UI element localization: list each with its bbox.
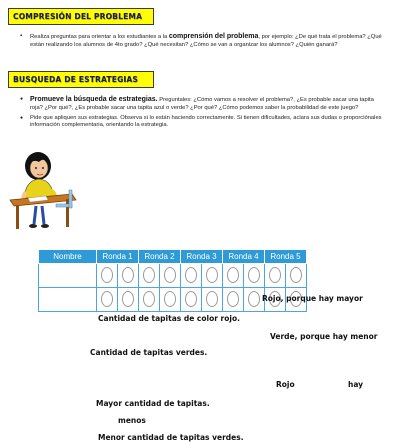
answer-line-7: menos (118, 416, 146, 425)
cap-circle[interactable] (227, 267, 239, 283)
name-cell[interactable] (39, 264, 97, 288)
cap-circle[interactable] (290, 267, 302, 283)
cap-circle[interactable] (185, 291, 197, 307)
busqueda-bullet-1: ● Promueve la búsqueda de estrategias. Preguntales: ¿Cómo vamos a resolver el problema?, ¿Es probable sacar una tapita roja? ¿Por qué?, ¿Es probable sacar una tapita azul o verde? ¿Por qué? ¿Cómo podemos saber la probabilidad de este juego? (20, 96, 382, 113)
cap-circle[interactable] (227, 291, 239, 307)
cap-circle[interactable] (164, 267, 176, 283)
cap-circle[interactable] (122, 291, 134, 307)
cap-circle[interactable] (248, 267, 260, 283)
cap-circle[interactable] (206, 267, 218, 283)
cap-circle[interactable] (143, 267, 155, 283)
cap-circle[interactable] (101, 291, 113, 307)
header-ronda-1: Ronda 1 (97, 250, 139, 264)
cap-circle[interactable] (185, 267, 197, 283)
cap-circle[interactable] (248, 291, 260, 307)
header-ronda-4: Ronda 4 (223, 250, 265, 264)
busqueda-bullet-2: ● Pide que apliquen sus estrategias. Observa si lo están haciendo correctamente. Si tienen dificultades, aclara sus dudas o proporciónales información complementaria, orientando la estrategia. (20, 115, 382, 131)
cap-circle[interactable] (122, 267, 134, 283)
comprension-bullet: ▪ Realiza preguntas para orientar a los estudiantes a la comprensión del problema, por ejemplo: ¿De qué trata el problema? ¿Qué están realizando los alumnos de 4to grado? ¿Qué necesitan? ¿Cómo se van a organizar los alumnos? ¿Quién ganará? (20, 33, 382, 50)
table-row (39, 264, 307, 288)
comprension-list (20, 33, 382, 52)
answer-line-6: Mayor cantidad de tapitas. (96, 399, 210, 408)
header-ronda-2: Ronda 2 (139, 250, 181, 264)
cap-circle[interactable] (269, 267, 281, 283)
heading-comprension: COMPRESIÓN DEL PROBLEMA (8, 8, 154, 25)
cap-circle[interactable] (101, 267, 113, 283)
answer-line-8: Menor cantidad de tapitas verdes. (98, 433, 244, 442)
cap-circle[interactable] (143, 291, 155, 307)
name-cell[interactable] (39, 288, 97, 312)
header-nombre: Nombre (39, 250, 97, 264)
busqueda-list (20, 96, 382, 132)
answer-line-1: Rojo, porque hay mayor (262, 294, 363, 303)
answer-line-5a: Rojo (276, 380, 295, 389)
cap-circle[interactable] (206, 291, 218, 307)
answer-line-3: Verde, porque hay menor (270, 332, 378, 341)
header-ronda-5: Ronda 5 (265, 250, 307, 264)
table-header-row (39, 250, 307, 264)
cap-circle[interactable] (164, 291, 176, 307)
heading-busqueda: BUSQUEDA DE ESTRATEGIAS (8, 71, 154, 88)
answer-line-2: Cantidad de tapitas de color rojo. (98, 314, 240, 323)
answer-line-4: Cantidad de tapitas verdes. (90, 348, 208, 357)
student-illustration (6, 148, 78, 230)
header-ronda-3: Ronda 3 (181, 250, 223, 264)
answer-line-5b: hay (348, 380, 364, 389)
